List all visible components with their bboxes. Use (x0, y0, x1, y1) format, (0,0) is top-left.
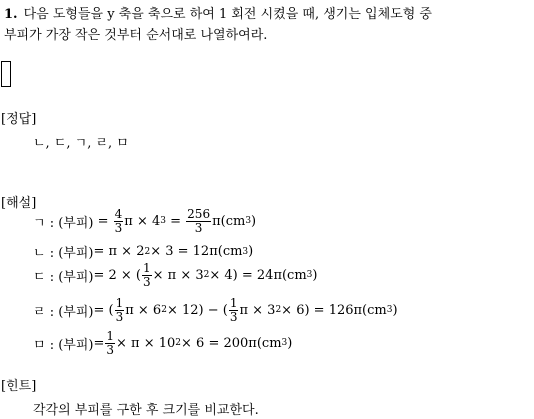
solution-2-label: ㄴ : (부피) (33, 246, 94, 261)
fraction: $\frac{1}{3}$ (143, 261, 151, 289)
fraction: $\frac{4}{3}$ (114, 207, 123, 235)
fraction: $\frac{1}{3}$ (115, 296, 124, 324)
solution-line-1: ㄱ : (부피) = $\frac{4}{3}$ π × 4 3 = $\frac{256}{3}$ π(cm 3 ) (33, 207, 257, 235)
solution-line-5: ㅁ : (부피) = $\frac{1}{3}$ × π × 10 2 × 6 = 200π(cm 3 ) (33, 329, 293, 357)
question-number: 1. (4, 7, 18, 22)
fraction: $\frac{256}{3}$ (187, 207, 211, 235)
solution-line-2: ㄴ : (부피) = π × 2 2 × 3 = 12π(cm 3 ) (33, 244, 254, 261)
answer-label: [정답] (1, 112, 37, 127)
solution-line-4: ㄹ : (부피) = ( $\frac{1}{3}$ π × 6 2 × 12) − ( $\frac{1}{3}$ π × 3 2 × 6) = 126π(cm 3 ) (33, 296, 398, 324)
question-text-1: 다음 도형들을 y 축을 축으로 하여 1 회전 시켰을 때, 생기는 입체도형 중 (23, 7, 432, 22)
fraction: $\frac{1}{3}$ (229, 296, 238, 324)
answer-text: ㄴ, ㄷ, ㄱ, ㄹ, ㅁ (33, 136, 129, 151)
question-text-2: 부피가 가장 작은 것부터 순서대로 나열하여라. (4, 28, 268, 43)
explanation-label: [해설] (1, 196, 37, 211)
question-line-1 (4, 3, 432, 22)
solution-line-3: ㄷ : (부피) = 2 × ( $\frac{1}{3}$ × π × 3 2 × 4) = 24π(cm 3 ) (33, 261, 318, 289)
hint-text: 각각의 부피를 구한 후 크기를 비교한다. (33, 403, 259, 418)
figure-placeholder-box (1, 61, 11, 87)
hint-label: [힌트] (1, 379, 37, 394)
solution-1-label: ㄱ : (부피) (33, 215, 94, 231)
solution-4-label: ㄹ : (부피) (33, 304, 94, 320)
solution-5-label: ㅁ : (부피) (33, 337, 94, 353)
solution-3-label: ㄷ : (부피) (33, 269, 94, 285)
fraction: $\frac{1}{3}$ (106, 329, 115, 357)
